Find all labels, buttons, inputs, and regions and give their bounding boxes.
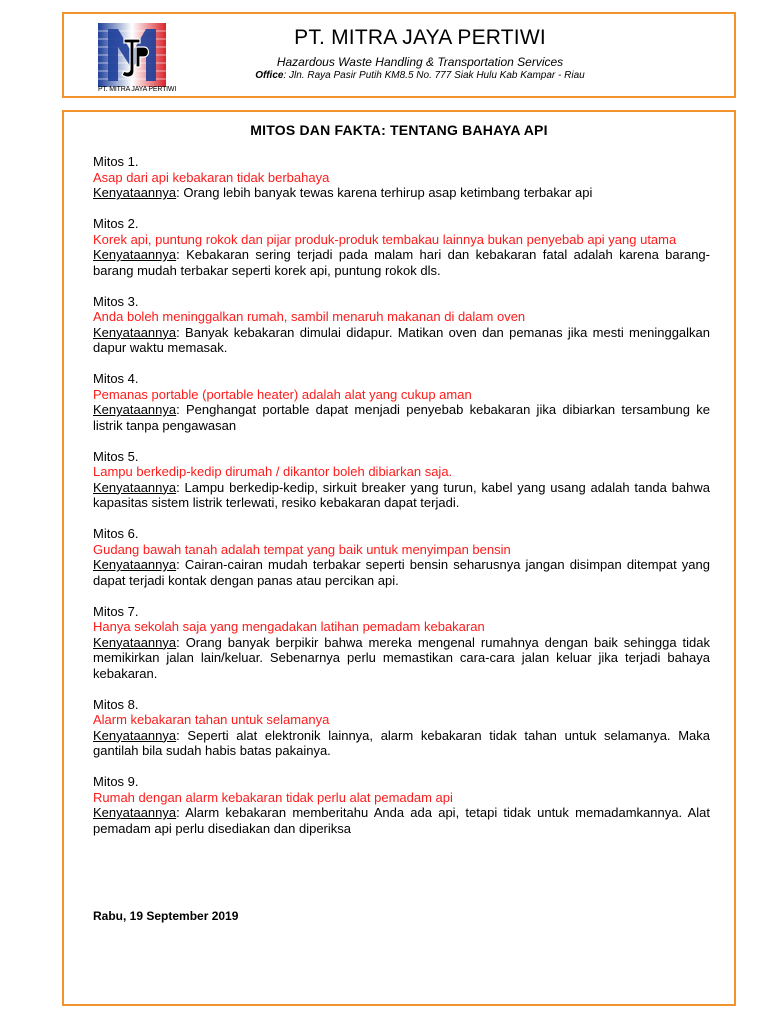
myth-text: Hanya sekolah saja yang mengadakan latihan pemadam kebakaran: [93, 619, 485, 634]
myth-item: [93, 526, 710, 588]
logo-caption: PT. MITRA JAYA PERTIWI: [98, 86, 177, 93]
myth-text: Asap dari api kebakaran tidak berbahaya: [93, 169, 330, 185]
office-label: Office: [255, 70, 284, 81]
myth-heading: Mitos 1.: [93, 154, 139, 169]
myth-heading: Mitos 9.: [93, 774, 139, 789]
fact-body: : Penghangat portable dapat menjadi penyebab kebakaran jika dibiarkan tersambung ke listrik tanpa pengawasan: [93, 402, 710, 433]
fact-text: [93, 185, 710, 201]
fact-body: : Alarm kebakaran memberitahu Anda ada api, tetapi tidak untuk memadamkannya. Alat pemadam api perlu disediakan dan diperiksa: [93, 805, 710, 836]
myth-text: Rumah dengan alarm kebakaran tidak perlu alat pemadam api: [93, 789, 453, 805]
myth-heading: Mitos 5.: [93, 448, 139, 464]
fact-text: [93, 480, 710, 511]
fact-label: Kenyataannya: [93, 402, 177, 417]
fact-text: [93, 728, 710, 759]
fact-label: Kenyataannya: [93, 247, 177, 262]
fact-text: [93, 247, 710, 278]
myth-item: [93, 449, 710, 511]
company-logo: [98, 23, 166, 87]
fact-label: Kenyataannya: [93, 805, 177, 820]
myth-item: [93, 294, 710, 356]
myth-text: Anda boleh meninggalkan rumah, sambil menaruh makanan di dalam oven: [93, 309, 526, 324]
fact-body: : Banyak kebakaran dimulai didapur. Matikan oven dan pemanas jika mesti meninggalkan dapur waktu memasak.: [93, 324, 710, 355]
fact-label: Kenyataannya: [93, 727, 177, 743]
myth-item: [93, 604, 710, 682]
fact-text: [93, 402, 710, 433]
myth-item: [93, 371, 710, 433]
myth-text: Korek api, puntung rokok dan pijar produk-produk tembakau lainnya bukan penyebab api yang utama: [93, 231, 677, 247]
fact-body: : Cairan-cairan mudah terbakar seperti bensin seharusnya jangan disimpan ditempat yang dapat terjadi kontak dengan panas atau percikan api.: [93, 557, 710, 588]
fact-label: Kenyataannya: [93, 479, 177, 495]
company-subtitle: Hazardous Waste Handling & Transportation Services: [276, 55, 564, 69]
myths-list: [93, 154, 710, 852]
myth-heading: Mitos 2.: [93, 216, 139, 231]
company-name: PT. MITRA JAYA PERTIWI: [294, 26, 546, 49]
myth-heading: Mitos 3.: [93, 293, 139, 309]
office-address: : Jln. Raya Pasir Putih KM8.5 No. 777 Siak Hulu Kab Kampar - Riau: [283, 70, 585, 81]
fact-body: : Orang banyak berpikir bahwa mereka mengenal rumahnya dengan baik sehingga tidak memikirkan jalan lain/keluar. Sebenarnya perlu memastikan cara-cara jalan keluar jika terjadi bahaya kebakaran.: [93, 634, 710, 681]
fact-body: : Orang lebih banyak tewas karena terhirup asap ketimbang terbakar api: [176, 185, 593, 200]
document-title: MITOS DAN FAKTA: TENTANG BAHAYA API: [250, 122, 548, 138]
fact-text: [93, 557, 710, 588]
myth-text: Gudang bawah tanah adalah tempat yang baik untuk menyimpan bensin: [93, 541, 511, 557]
fact-body: : Lampu berkedip-kedip, sirkuit breaker yang turun, kabel yang usang adalah tanda bahwa kapasitas sistem listrik terlewati, resiko kebakaran dapat terjadi.: [93, 479, 710, 510]
fact-label: Kenyataannya: [93, 634, 177, 650]
myth-heading: Mitos 6.: [93, 526, 139, 541]
myth-item: [93, 774, 710, 836]
myth-item: [93, 154, 710, 201]
fact-label: Kenyataannya: [93, 324, 177, 340]
myth-heading: Mitos 8.: [93, 696, 139, 712]
myth-item: [93, 697, 710, 759]
myth-item: [93, 216, 710, 278]
myth-heading: Mitos 7.: [93, 603, 139, 619]
document-date: Rabu, 19 September 2019: [93, 909, 239, 923]
fact-label: Kenyataannya: [93, 557, 177, 572]
myth-text: Pemanas portable (portable heater) adalah alat yang cukup aman: [93, 386, 472, 402]
fact-text: [93, 635, 710, 682]
fact-label: Kenyataannya: [93, 185, 177, 200]
myth-text: Lampu berkedip-kedip dirumah / dikantor boleh dibiarkan saja.: [93, 464, 453, 479]
fact-text: [93, 805, 710, 836]
fact-body: : Kebakaran sering terjadi pada malam hari dan kebakaran fatal adalah karena barang-barang mudah terbakar seperti korek api, puntung rokok dls.: [93, 247, 710, 278]
fact-body: : Seperti alat elektronik lainnya, alarm kebakaran tidak tahan untuk selamanya. Maka gantilah bila sudah habis batas pakainya.: [93, 727, 710, 758]
fact-text: [93, 325, 710, 356]
myth-text: Alarm kebakaran tahan untuk selamanya: [93, 712, 330, 727]
myth-heading: Mitos 4.: [93, 371, 139, 386]
company-office: [170, 70, 670, 81]
